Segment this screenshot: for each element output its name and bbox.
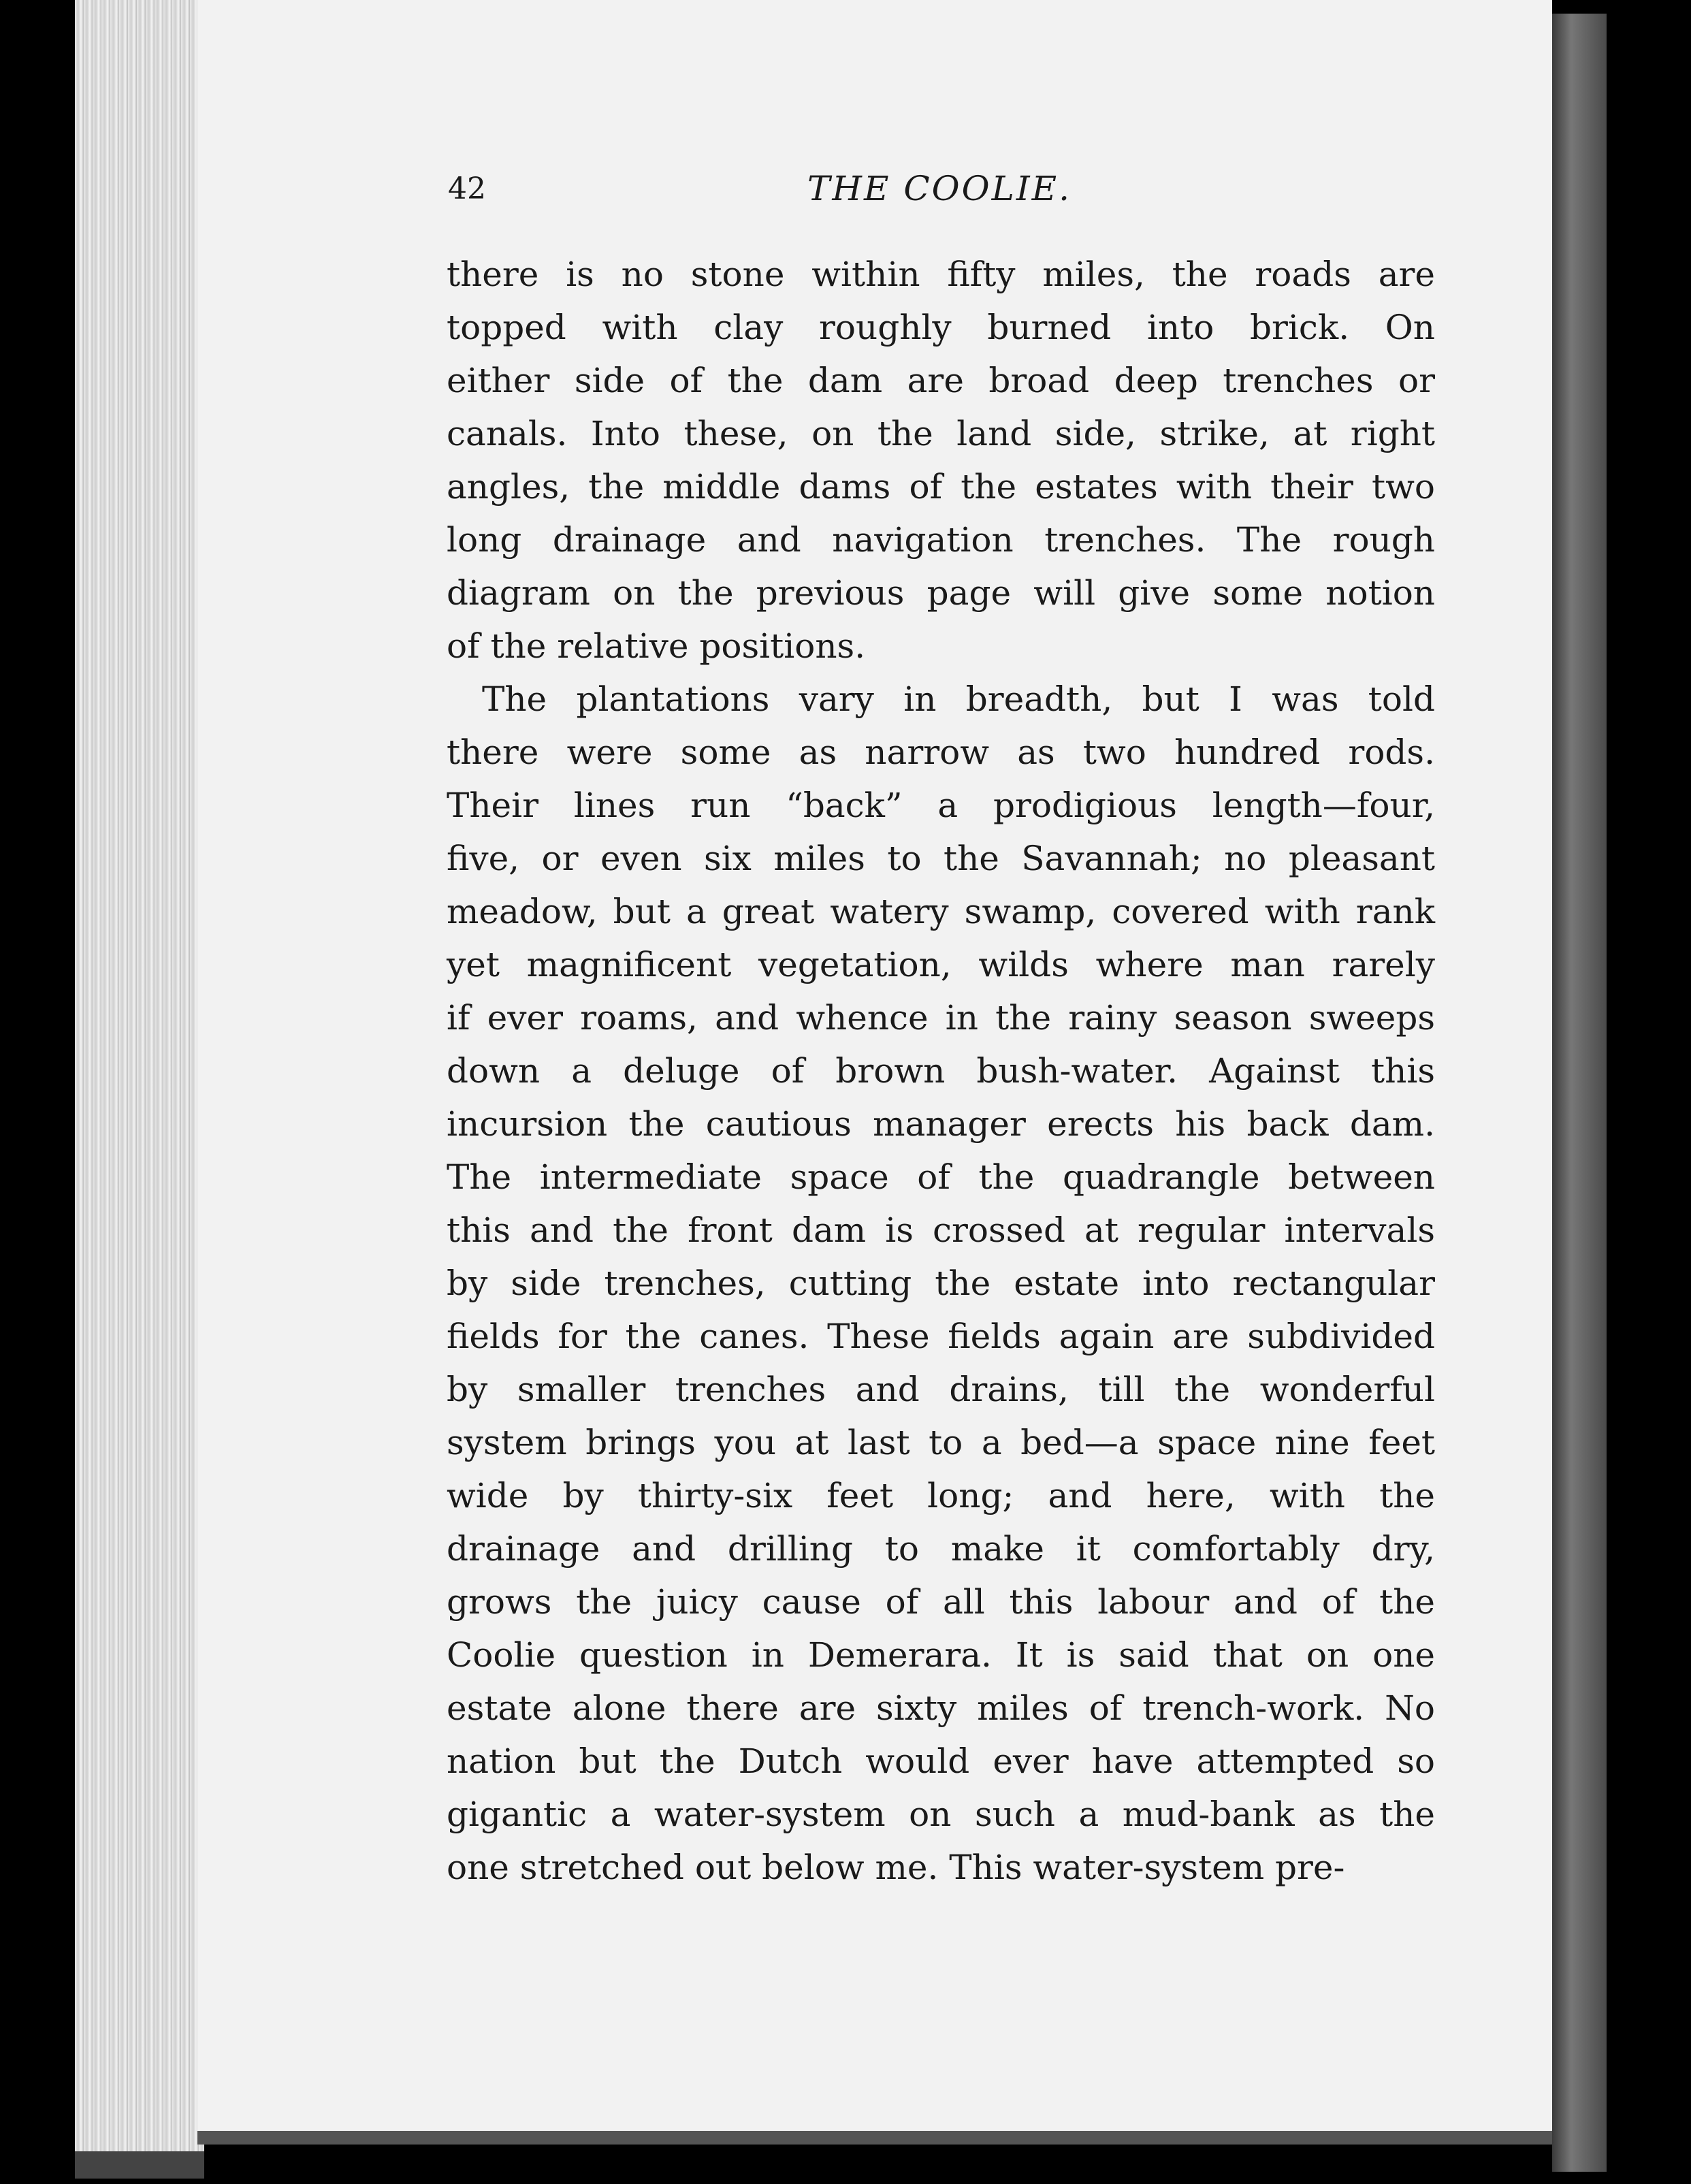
text-line: incursion the cautious manager erects his back dam. [447, 1104, 1435, 1144]
text-line: there were some as narrow as two hundred rods. [447, 733, 1435, 772]
text-line: by smaller trenches and drains, till the wonderful [447, 1370, 1435, 1409]
text-line: meadow, but a great watery swamp, covered with rank [447, 892, 1435, 931]
running-head: THE COOLIE. [807, 169, 1072, 208]
text-line: angles, the middle dams of the estates with their two [447, 467, 1435, 507]
text-line: The plantations vary in breadth, but I was told [482, 679, 1435, 719]
text-line: gigantic a water-system on such a mud-bank as the [447, 1795, 1435, 1834]
text-line: Coolie question in Demerara. It is said that on one [447, 1635, 1435, 1675]
text-line: wide by thirty-six feet long; and here, with the [447, 1476, 1435, 1515]
book-gutter [1552, 14, 1607, 2172]
text-line: of the relative positions. [447, 626, 866, 666]
text-line: down a deluge of brown bush-water. Against this [447, 1051, 1435, 1091]
text-line: five, or even six miles to the Savannah; no pleasant [447, 839, 1435, 878]
body-text [447, 248, 1435, 1894]
text-line: topped with clay roughly burned into brick. On [447, 308, 1435, 347]
paragraph [447, 248, 1435, 673]
text-line: by side trenches, cutting the estate into rectangular [447, 1264, 1435, 1303]
text-line: one stretched out below me. This water-system pre- [447, 1848, 1345, 1887]
text-line: grows the juicy cause of all this labour and of the [447, 1582, 1435, 1622]
page-header [442, 169, 1436, 223]
text-line: yet magnificent vegetation, wilds where man rarely [447, 945, 1435, 984]
text-line: estate alone there are sixty miles of trench-work. No [447, 1688, 1435, 1728]
page-edges [75, 0, 204, 2179]
text-line: The intermediate space of the quadrangle between [447, 1157, 1435, 1197]
text-line: Their lines run “back” a prodigious length—four, [447, 786, 1435, 825]
text-line: nation but the Dutch would ever have attempted so [447, 1741, 1435, 1781]
text-line: canals. Into these, on the land side, strike, at right [447, 414, 1435, 453]
page-number: 42 [448, 172, 486, 206]
text-line: drainage and drilling to make it comfortably dry, [447, 1529, 1435, 1569]
text-line: either side of the dam are broad deep trenches or [447, 361, 1435, 400]
paragraph [447, 673, 1435, 1894]
text-line: fields for the canes. These fields again are subdivided [447, 1317, 1435, 1356]
text-line: this and the front dam is crossed at regular intervals [447, 1210, 1435, 1250]
text-line: there is no stone within fifty miles, the roads are [447, 255, 1435, 294]
text-line: system brings you at last to a bed—a space nine feet [447, 1423, 1435, 1462]
text-line: diagram on the previous page will give some notion [447, 573, 1435, 613]
text-line: if ever roams, and whence in the rainy season sweeps [447, 998, 1435, 1038]
text-line: long drainage and navigation trenches. The rough [447, 520, 1435, 560]
